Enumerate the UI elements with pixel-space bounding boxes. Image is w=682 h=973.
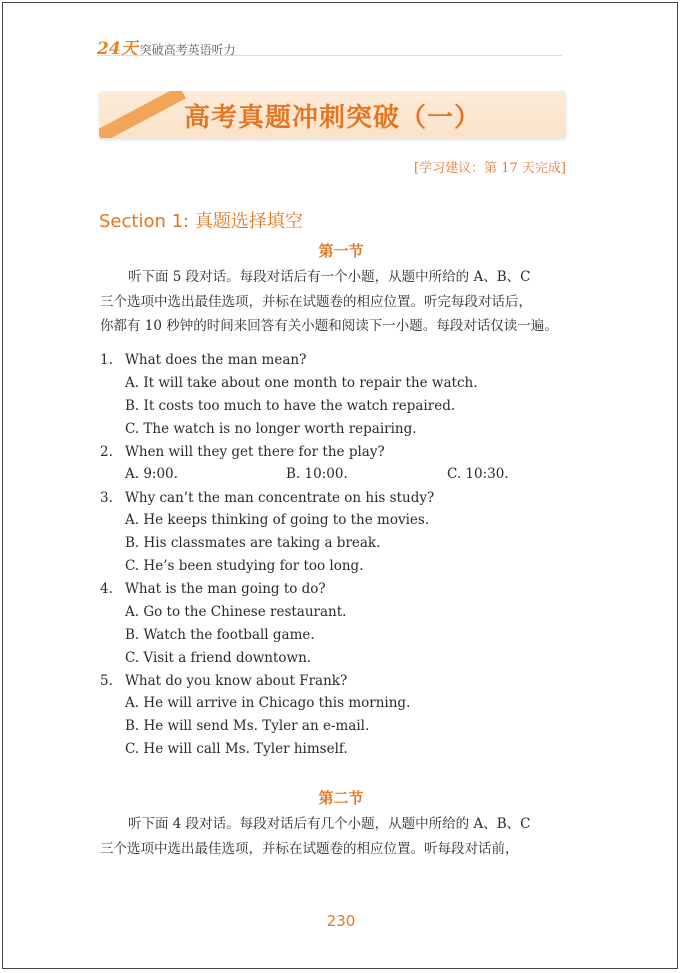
question-1: [100, 349, 580, 371]
option-3a: A. He keeps thinking of going to the movies.: [125, 512, 430, 528]
question-3: [100, 487, 580, 509]
option-3b: B. His classmates are taking a break.: [125, 535, 381, 551]
part1-heading: 第一节: [318, 242, 364, 260]
option-3c: C. He’s been studying for too long.: [125, 558, 364, 574]
question-text: What is the man going to do?: [125, 581, 326, 597]
instruction-line: 你都有 10 秒钟的时间来回答有关小题和阅读下一小题。每段对话仅读一遍。: [100, 318, 558, 334]
question-text: Why can’t the man concentrate on his study?: [125, 490, 435, 506]
option-5c: C. He will call Ms. Tyler himself.: [125, 741, 348, 757]
question-number: 2.: [100, 444, 113, 460]
option-1c: C. The watch is no longer worth repairing.: [125, 421, 417, 437]
question-number: 3.: [100, 490, 113, 506]
instruction-line: 三个选项中选出最佳选项，并标在试题卷的相应位置。听每段对话前，: [100, 840, 519, 857]
part1-instructions: [100, 265, 570, 339]
option-2a: A. 9:00.: [125, 466, 178, 482]
instruction-line: 听下面 4 段对话。每段对话后有几个小题，从题中所给的 A、B、C: [128, 816, 531, 832]
brand-title: 突破高考英语听力: [139, 43, 236, 57]
option-4c: C. Visit a friend downtown.: [125, 650, 312, 666]
option-1a: A. It will take about one month to repair the watch.: [125, 375, 478, 391]
chapter-banner: [99, 91, 566, 138]
question-text: What do you know about Frank?: [125, 673, 348, 689]
question-number: 4.: [100, 581, 113, 597]
option-4b: B. Watch the football game.: [125, 627, 315, 643]
page-number: 230: [326, 912, 356, 930]
instruction-line: 听下面 5 段对话。每段对话后有一个小题，从题中所给的 A、B、C: [128, 269, 531, 285]
option-2c: C. 10:30.: [447, 466, 509, 482]
question-number: 5.: [100, 673, 113, 689]
part2-instructions: [100, 812, 570, 861]
question-number: 1.: [100, 352, 113, 368]
question-5: [100, 670, 580, 692]
question-text: What does the man mean?: [125, 352, 307, 368]
instruction-line: 三个选项中选出最佳选项，并标在试题卷的相应位置。听完每段对话后，: [100, 293, 532, 310]
option-5b: B. He will send Ms. Tyler an e-mail.: [125, 718, 370, 734]
question-4: [100, 578, 580, 600]
section-heading: Section 1: 真题选择填空: [99, 211, 303, 232]
option-4a: A. Go to the Chinese restaurant.: [125, 604, 347, 620]
header-divider: [97, 55, 562, 56]
question-2: [100, 441, 580, 463]
question-text: When will they get there for the play?: [125, 444, 385, 460]
part2-heading: 第二节: [318, 789, 364, 807]
option-5a: A. He will arrive in Chicago this morning.: [125, 695, 411, 711]
chapter-title: 高考真题冲刺突破（一）: [183, 103, 481, 133]
option-2b: B. 10:00.: [286, 466, 348, 482]
study-advice: [学习建议：第 17 天完成]: [414, 161, 566, 176]
option-1b: B. It costs too much to have the watch repaired.: [125, 398, 456, 414]
brand-number: 24天: [97, 39, 138, 59]
